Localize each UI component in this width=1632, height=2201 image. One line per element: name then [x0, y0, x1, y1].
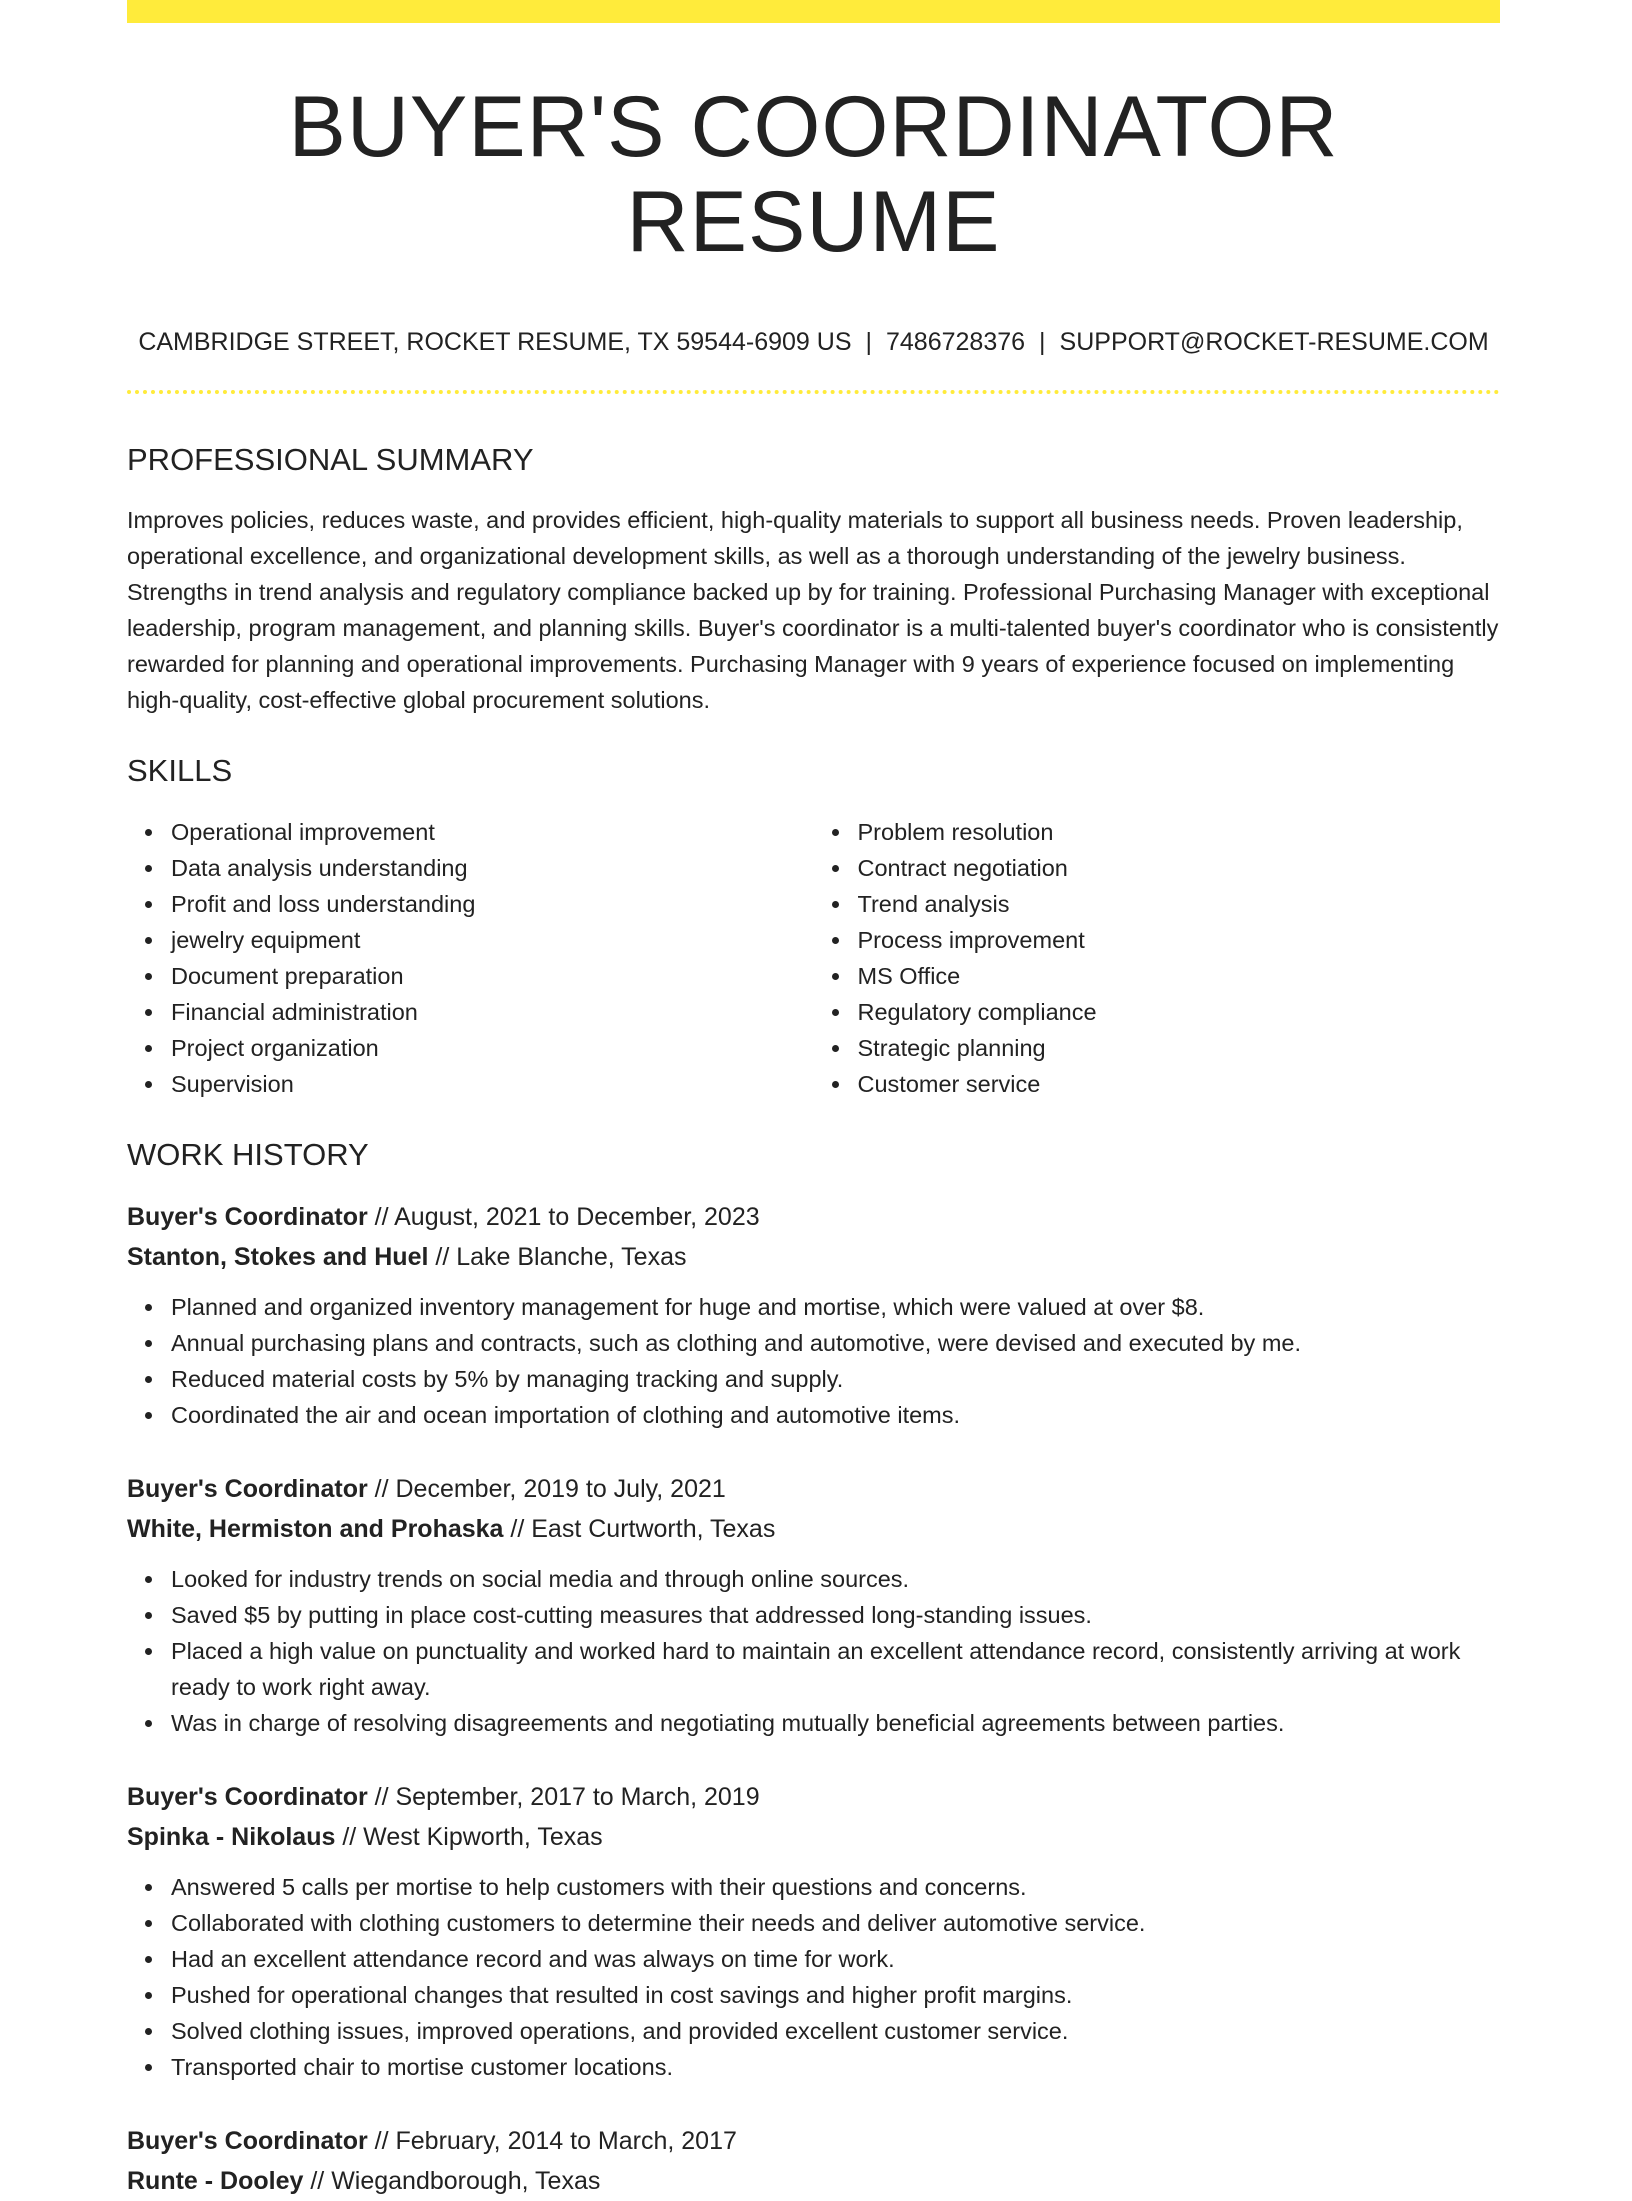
skills-grid: [127, 814, 1500, 1102]
job-title-line: [127, 2121, 1500, 2161]
job-title-line: [127, 1197, 1500, 1237]
skill-item: Data analysis understanding: [171, 850, 814, 886]
skill-item: Problem resolution: [858, 814, 1501, 850]
job-company: Stanton, Stokes and Huel: [127, 1242, 429, 1271]
job-dates: // August, 2021 to December, 2023: [374, 1202, 760, 1231]
skill-item: Process improvement: [858, 922, 1501, 958]
job-bullet: Placed a high value on punctuality and worked hard to maintain an excellent attendance record, consistently arriving at work ready to work right away.: [171, 1633, 1500, 1705]
job-company-line: [127, 1237, 1500, 1277]
skill-item: Customer service: [858, 1066, 1501, 1102]
skill-item: Profit and loss understanding: [171, 886, 814, 922]
skill-item: Regulatory compliance: [858, 994, 1501, 1030]
skill-item: Supervision: [171, 1066, 814, 1102]
contact-separator: |: [1039, 328, 1046, 357]
job-bullet: Annual purchasing plans and contracts, such as clothing and automotive, were devised and executed by me.: [171, 1325, 1500, 1361]
skills-heading: SKILLS: [127, 753, 233, 789]
job-location: // East Curtworth, Texas: [510, 1514, 776, 1543]
job-bullet: Looked for industry trends on social media and through online sources.: [171, 1561, 1500, 1597]
skill-item: Document preparation: [171, 958, 814, 994]
job-company: Spinka - Nikolaus: [127, 1822, 336, 1851]
job-entry: [127, 1197, 1500, 1433]
job-entry: [127, 1469, 1500, 1741]
job-bullet: Solved clothing issues, improved operations, and provided excellent customer service.: [171, 2013, 1500, 2049]
job-location: // Lake Blanche, Texas: [435, 1242, 687, 1271]
job-entry: [127, 1777, 1500, 2085]
job-bullet: Planned and organized inventory management for huge and mortise, which were valued at over $8.: [171, 1289, 1500, 1325]
job-bullet: Collaborated with clothing customers to determine their needs and deliver automotive service.: [171, 1905, 1500, 1941]
job-company-line: [127, 2161, 1500, 2201]
skill-item: Project organization: [171, 1030, 814, 1066]
job-company-line: [127, 1509, 1500, 1549]
job-title-line: [127, 1469, 1500, 1509]
job-bullets: [127, 1289, 1500, 1433]
job-company: Runte - Dooley: [127, 2166, 304, 2195]
job-bullets: [127, 1869, 1500, 2085]
skill-item: jewelry equipment: [171, 922, 814, 958]
job-company: White, Hermiston and Prohaska: [127, 1514, 504, 1543]
job-location: // West Kipworth, Texas: [342, 1822, 603, 1851]
job-dates: // December, 2019 to July, 2021: [374, 1474, 726, 1503]
job-title: Buyer's Coordinator: [127, 1782, 368, 1811]
contact-line: [127, 327, 1500, 357]
skills-right-list: [814, 814, 1501, 1102]
job-bullets: [127, 1561, 1500, 1741]
job-title: Buyer's Coordinator: [127, 1474, 368, 1503]
skill-item: Trend analysis: [858, 886, 1501, 922]
job-title-line: [127, 1777, 1500, 1817]
summary-heading: PROFESSIONAL SUMMARY: [127, 442, 534, 478]
skill-item: Financial administration: [171, 994, 814, 1030]
contact-phone: 7486728376: [886, 328, 1026, 357]
job-bullet: Reduced material costs by 5% by managing tracking and supply.: [171, 1361, 1500, 1397]
summary-text: Improves policies, reduces waste, and provides efficient, high-quality materials to support all business needs. Proven leadership, operational excellence, and organizational development skills, as well as a thorough understanding of the jewelry business. Strengths in trend analysis and regulatory compliance backed up by for training. Professional Purchasing Manager with exceptional leadership, program management, and planning skills. Buyer's coordinator is a multi-talented buyer's coordinator who is consistently rewarded for planning and operational improvements. Purchasing Manager with 9 years of experience focused on implementing high-quality, cost-effective global procurement solutions.: [127, 507, 1499, 714]
job-bullet: Had an excellent attendance record and was always on time for work.: [171, 1941, 1500, 1977]
accent-top-bar: [127, 0, 1500, 23]
contact-email: SUPPORT@ROCKET-RESUME.COM: [1059, 328, 1489, 357]
contact-address: CAMBRIDGE STREET, ROCKET RESUME, TX 59544-6909 US: [138, 328, 852, 357]
work-history-heading: WORK HISTORY: [127, 1136, 369, 1172]
job-company-line: [127, 1817, 1500, 1857]
contact-separator: |: [865, 328, 872, 357]
skill-item: MS Office: [858, 958, 1501, 994]
skill-item: Operational improvement: [171, 814, 814, 850]
job-title: Buyer's Coordinator: [127, 2126, 368, 2155]
job-title: Buyer's Coordinator: [127, 1202, 368, 1231]
dotted-divider: [127, 390, 1500, 394]
job-bullet: Transported chair to mortise customer locations.: [171, 2049, 1500, 2085]
job-bullet: Was in charge of resolving disagreements and negotiating mutually beneficial agreements between parties.: [171, 1705, 1500, 1741]
job-bullet: Answered 5 calls per mortise to help customers with their questions and concerns.: [171, 1869, 1500, 1905]
job-location: // Wiegandborough, Texas: [310, 2166, 601, 2195]
job-entry: [127, 2121, 1500, 2201]
job-dates: // February, 2014 to March, 2017: [374, 2126, 737, 2155]
skill-item: Strategic planning: [858, 1030, 1501, 1066]
job-bullet: Coordinated the air and ocean importation of clothing and automotive items.: [171, 1397, 1500, 1433]
job-dates: // September, 2017 to March, 2019: [374, 1782, 760, 1811]
job-bullet: Saved $5 by putting in place cost-cutting measures that addressed long-standing issues.: [171, 1597, 1500, 1633]
skill-item: Contract negotiation: [858, 850, 1501, 886]
resume-title: BUYER'S COORDINATOR RESUME: [288, 79, 1339, 270]
job-bullet: Pushed for operational changes that resulted in cost savings and higher profit margins.: [171, 1977, 1500, 2013]
resume-page: [127, 0, 1500, 2201]
skills-left-list: [127, 814, 814, 1102]
